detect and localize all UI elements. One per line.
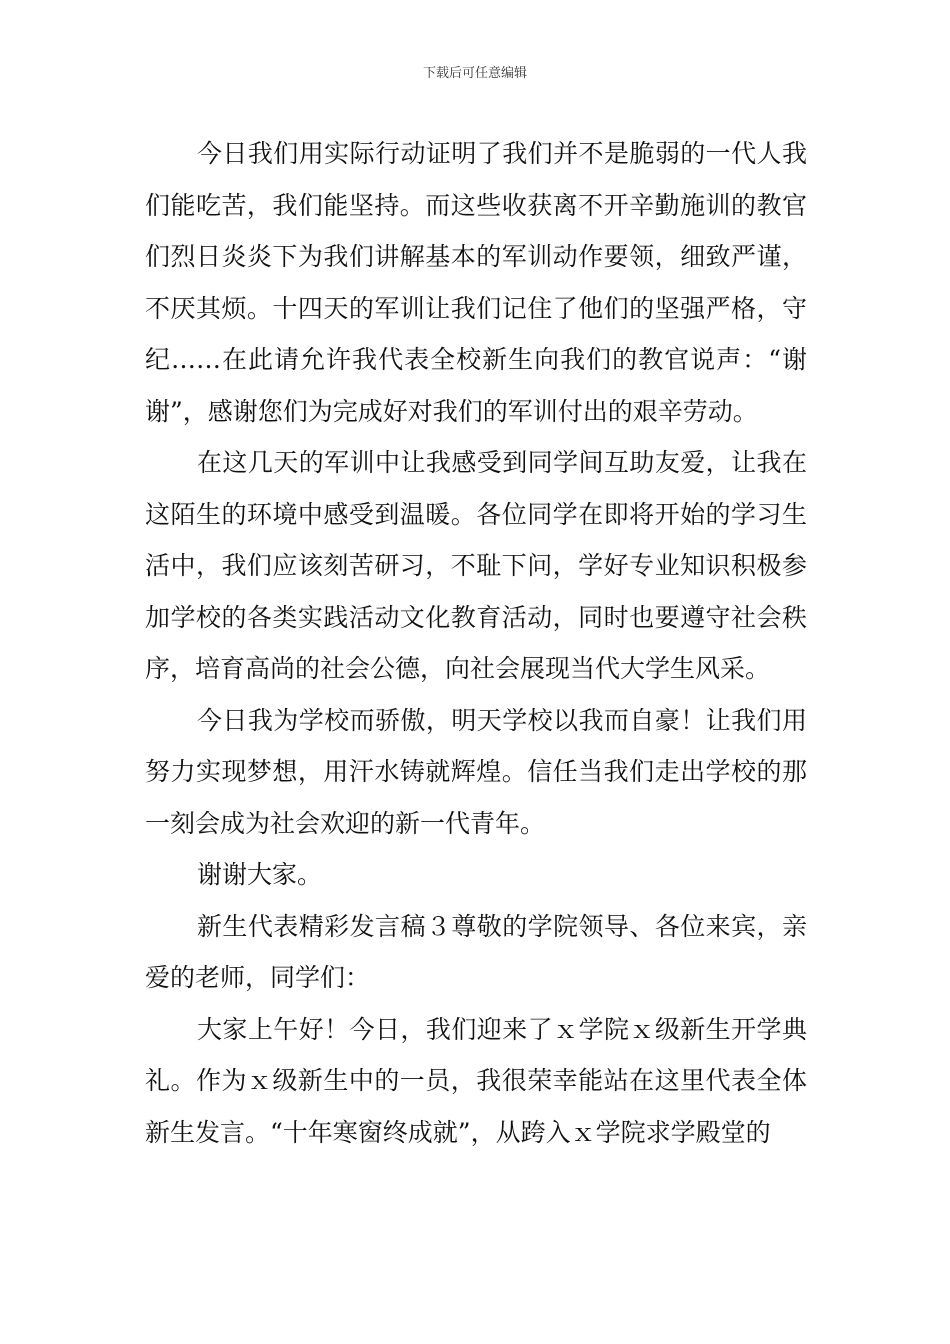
paragraph-opening-ceremony: 大家上午好！今日，我们迎来了ｘ学院ｘ级新生开学典礼。作为ｘ级新生中的一员，我很荣幸能站在这里代表全体新生发言。“十年寒窗终成就”，从跨入ｘ学院求学殿堂的 bbox=[145, 1014, 807, 1147]
page-header: 下载后可任意编辑 bbox=[422, 66, 527, 81]
document-body bbox=[145, 128, 807, 1158]
paragraph-school-pride: 今日我为学校而骄傲，明天学校以我而自豪！让我们用努力实现梦想，用汗水铸就辉煌。信任当我们走出学校的那一刻会成为社会欢迎的新一代青年。 bbox=[145, 705, 807, 838]
paragraph-thanks-everyone: 谢谢大家。 bbox=[197, 860, 323, 889]
paragraph-military-training-thanks: 今日我们用实际行动证明了我们并不是脆弱的一代人我们能吃苦，我们能坚持。而这些收获离不开辛勤施训的教官们烈日炎炎下为我们讲解基本的军训动作要领，细致严谨，不厌其烦。十四天的军训让我们记住了他们的坚强严格，守纪……在此请允许我代表全校新生向我们的教官说声：“谢谢”，感谢您们为完成好对我们的军训付出的艰辛劳动。 bbox=[145, 139, 807, 426]
paragraph-classmates-friendship: 在这几天的军训中让我感受到同学间互助友爱，让我在这陌生的环境中感受到温暖。各位同学在即将开始的学习生活中，我们应该刻苦研习，不耻下问，学好专业知识积极参加学校的各类实践活动文化教育活动，同时也要遵守社会秩序，培育高尚的社会公德，向社会展现当代大学生风采。 bbox=[145, 448, 807, 683]
paragraph-speech-3-greeting: 新生代表精彩发言稿３尊敬的学院领导、各位来宾，亲爱的老师，同学们： bbox=[145, 911, 807, 992]
